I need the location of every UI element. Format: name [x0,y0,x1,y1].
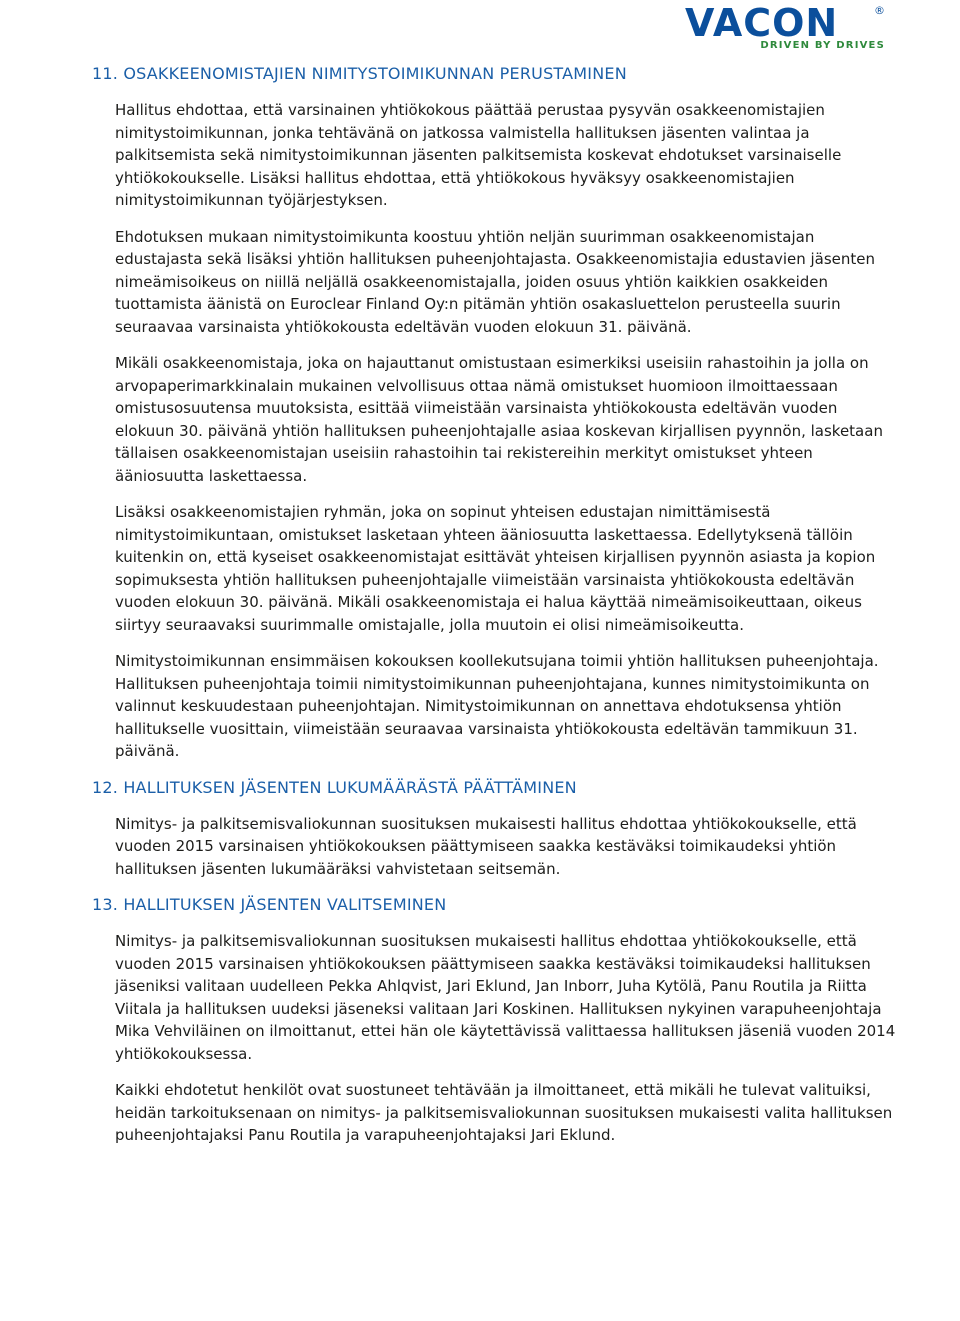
paragraph: Kaikki ehdotetut henkilöt ovat suostuneet tehtävään ja ilmoittaneet, että mikäli he tulevat valituiksi, heidän tarkoituksenaan on nimitys- ja palkitsemisvaliokunnan suosituksen mukaisesti valita hallituksen puheenjohtajaksi Panu Routila ja varapuheenjohtajaksi Jari Eklund. [115,1081,893,1144]
paragraph: Mikäli osakkeenomistaja, joka on hajauttanut omistustaan esimerkiksi useisiin rahastoihin ja jolla on arvopaperimarkkinalain mukainen velvollisuus ottaa nämä omistukset huomioon ilmoittaessaan omistusosuutensa muutoksista, esittää viimeistään varsinaista yhtiökokousta edeltävän vuoden elokuun 30. päivänä yhtiön hallituksen puheenjohtajalle asiaa koskevan kirjallisen pyynnön, lasketaan tällaisen osakkeenomistajan useisiin rahastoihin tai rekistereihin merkityt omistukset yhteen ääniosuutta laskettaessa. [115,354,883,485]
section-heading: 13. HALLITUKSEN JÄSENTEN VALITSEMINEN [92,895,447,914]
paragraph: Hallitus ehdottaa, että varsinainen yhtiökokous päättää perustaa pysyvän osakkeenomistajien nimitystoimikunnan, jonka tehtävänä on jatkossa valmistella hallituksen jäsenten valintaa ja palkitsemista sekä nimitystoimikunnan jäsenten palkitsemista koskevat ehdotukset varsinaiselle yhtiökokoukselle. Lisäksi hallitus ehdottaa, että yhtiökokous hyväksyy osakkeenomistajien nimitystoimikunnan työjärjestyksen. [115,101,842,209]
logo-tagline: DRIVEN BY DRIVES [760,40,885,51]
section-12 [92,777,912,881]
section-11 [92,63,912,763]
paragraph: Nimitys- ja palkitsemisvaliokunnan suosituksen mukaisesti hallitus ehdottaa yhtiökokoukselle, että vuoden 2015 varsinaisen yhtiökokouksen päättymiseen saakka kestäväksi toimikaudeksi yhtiön hallituksen jäsenten lukumääräksi vahvistetaan seitsemän. [115,814,857,878]
section-heading: 12. HALLITUKSEN JÄSENTEN LUKUMÄÄRÄSTÄ PÄÄTTÄMINEN [92,777,577,797]
paragraph: Nimitys- ja palkitsemisvaliokunnan suosituksen mukaisesti hallitus ehdottaa yhtiökokoukselle, että vuoden 2015 varsinaisen yhtiökokouksen päättymiseen saakka kestäväksi toimikaudeksi hallituksen jäseniksi valitaan uudelleen Pekka Ahlqvist, Jari Eklund, Jan Inborr, Juha Kytölä, Panu Routila ja Riitta Viitala ja hallituksen uudeksi jäseneksi valitaan Jari Koskinen. Hallituksen nykyinen varapuheenjohtaja Mika Vehviläinen on ilmoittanut, ettei hän ole käytettävissä valittaessa hallituksen jäseniä vuoden 2014 yhtiökokouksessa. [115,932,896,1063]
section-heading: 11. OSAKKEENOMISTAJIEN NIMITYSTOIMIKUNNAN PERUSTAMINEN [92,64,627,83]
section-13 [92,894,912,1147]
registered-mark: ® [874,4,885,17]
vacon-logo [685,2,885,54]
paragraph: Nimitystoimikunnan ensimmäisen kokouksen koollekutsujana toimii yhtiön hallituksen puheenjohtaja. Hallituksen puheenjohtaja toimii nimitystoimikunnan puheenjohtajana, kunnes nimitystoimikunta on valinnut keskuudestaan puheenjohtajan. Nimitystoimikunnan on annettava ehdotuksensa yhtiön hallitukselle vuosittain, viimeistään seuraavaa varsinaista yhtiökokousta edeltävän tammikuun 31. päivänä. [115,652,879,760]
logo-wordmark: VACON [685,1,839,45]
paragraph: Ehdotuksen mukaan nimitystoimikunta koostuu yhtiön neljän suurimman osakkeenomistajan edustajasta sekä lisäksi yhtiön hallituksen puheenjohtajasta. Osakkeenomistajia edustavien jäsenten nimeämisoikeus on niillä neljällä osakkeenomistajalla, joiden osuus yhtiön kaikkien osakkeiden tuottamista äänistä on Euroclear Finland Oy:n pitämän yhtiön osakasluettelon perusteella suurin seuraavaa varsinaista yhtiökokousta edeltävän vuoden elokuun 31. päivänä. [115,227,876,336]
document-body [92,63,912,1161]
paragraph: Lisäksi osakkeenomistajien ryhmän, joka on sopinut yhteisen edustajan nimittämisestä nimitystoimikuntaan, omistukset lasketaan yhteen ääniosuutta laskettaessa. Edellytyksenä tällöin kuitenkin on, että kyseiset osakkeenomistajat esittävät yhteisen kirjallisen pyynnön asiasta ja kopion sopimuksesta yhtiön hallituksen puheenjohtajalle viimeistään varsinaista yhtiökokousta edeltävän vuoden elokuun 30. päivänä. Mikäli osakkeenomistaja ei halua käyttää nimeämisoikeuttaan, oikeus siirtyy seuraavaksi suurimmalle omistajalle, jolla muutoin ei olisi nimeämisoikeutta. [115,503,876,634]
